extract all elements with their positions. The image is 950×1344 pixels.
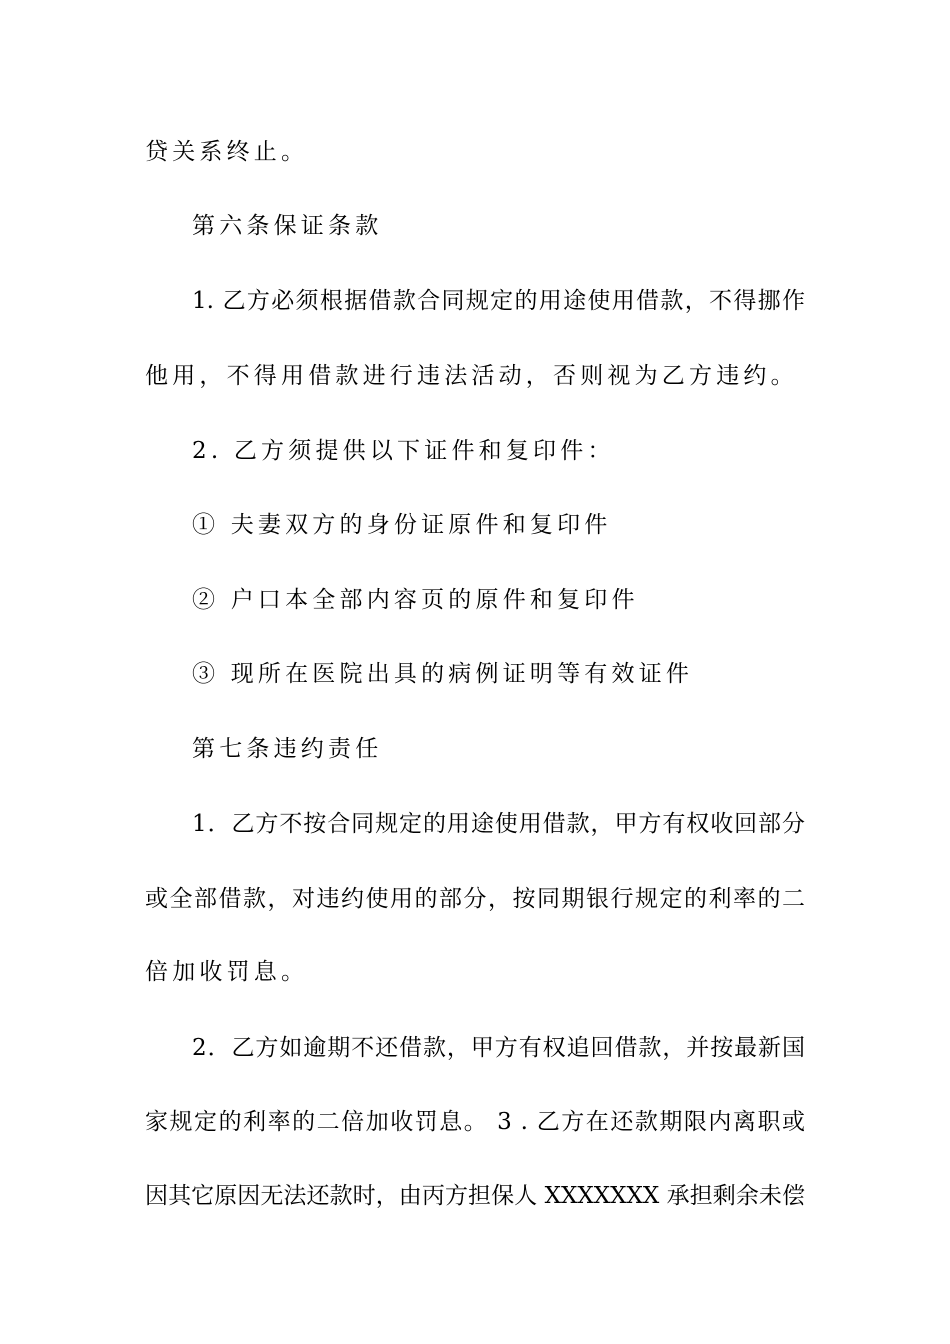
clause-6-1-line-2: 他用，不得用借款进行违法活动，否则视为乙方违约。 [145, 363, 798, 389]
clause-7-1-line-3: 倍加收罚息。 [145, 959, 309, 985]
document-item-2: ② 户口本全部内容页的原件和复印件 [192, 587, 639, 613]
clause-7-1-line-1: 1．乙方不按合同规定的用途使用借款，甲方有权收回部分 [192, 811, 805, 837]
text-line-continuation: 贷关系终止。 [145, 139, 309, 165]
clause-7-3-line-1: 因其它原因无法还款时，由丙方担保人 XXXXXXX 承担剩余未偿 [145, 1183, 805, 1209]
document-item-3: ③ 现所在医院出具的病例证明等有效证件 [192, 661, 694, 687]
section-heading-article-6: 第六条保证条款 [192, 213, 383, 239]
clause-7-2-line-1: 2．乙方如逾期不还借款，甲方有权追回借款，并按最新国 [192, 1035, 805, 1061]
clause-6-1-line-1: 1. 乙方必须根据借款合同规定的用途使用借款，不得挪作 [192, 288, 805, 314]
clause-6-2: 2. 乙方须提供以下证件和复印件： [192, 438, 615, 464]
clause-7-1-line-2: 或全部借款，对违约使用的部分，按同期银行规定的利率的二 [145, 886, 805, 912]
clause-7-2-line-2: 家规定的利率的二倍加收罚息。 3 . 乙方在还款期限内离职或 [145, 1109, 805, 1135]
section-heading-article-7: 第七条违约责任 [192, 736, 383, 762]
document-item-1: ① 夫妻双方的身份证原件和复印件 [192, 512, 612, 538]
